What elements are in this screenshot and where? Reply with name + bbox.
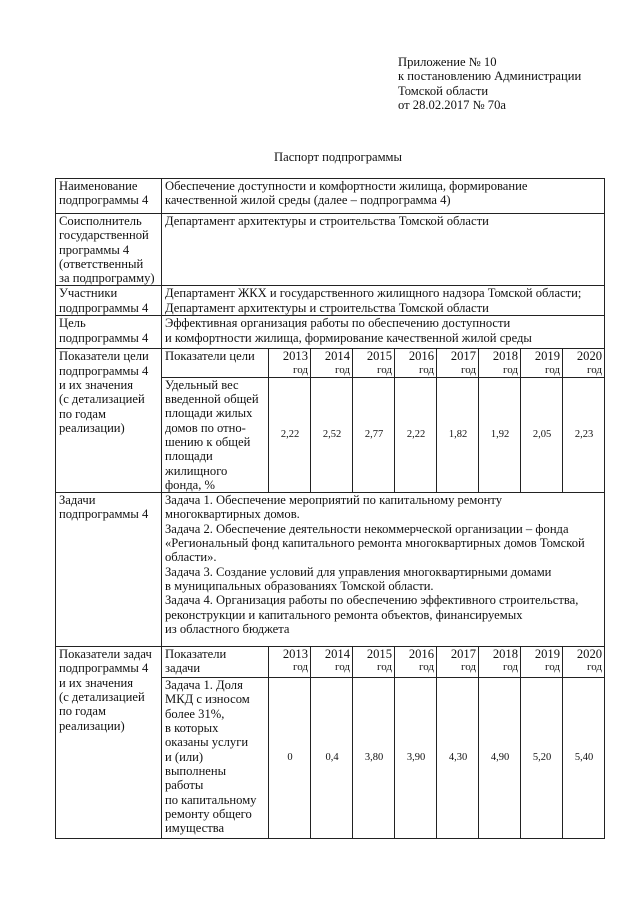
year-header: [437, 647, 479, 678]
year-number: 2013: [282, 349, 308, 364]
year-number: 2019: [534, 349, 560, 364]
value-line: и комфортности жилища, формирование качественной жилой среды: [165, 330, 532, 345]
label-line: Соисполнитель: [59, 214, 142, 228]
indicator-value: 2,52: [311, 377, 353, 492]
indicator-line: в которых: [165, 721, 219, 736]
year-suffix: год: [460, 363, 476, 376]
indicator-value: 0,4: [311, 678, 353, 839]
value-line: качественной жилой среды (далее – подпрограмма 4): [165, 193, 451, 208]
year-number: 2015: [366, 647, 392, 662]
value-line: Департамент архитектуры и строительства Томской области: [165, 214, 489, 228]
indicator-line: МКД с износом: [165, 692, 250, 707]
year-suffix: год: [376, 363, 392, 376]
tasks-value: [162, 493, 605, 647]
appendix-line: Томской области: [398, 83, 489, 98]
indicator-line: Задача 1. Доля: [165, 678, 243, 693]
goal-value: [162, 316, 605, 349]
year-header: [521, 647, 563, 678]
indicator-value: 1,82: [437, 377, 479, 492]
indicator-line: ремонту общего: [165, 806, 252, 821]
tasks-label: [56, 493, 162, 647]
indicator-value: 2,05: [521, 377, 563, 492]
indicator-line: площади жилых: [165, 406, 253, 421]
label-line: подпрограммы 4: [59, 507, 149, 522]
year-header: [353, 647, 395, 678]
year-suffix: год: [334, 661, 350, 674]
task_indicators-label: [56, 647, 162, 839]
year-header: [269, 647, 311, 678]
label-line: (с детализацией: [59, 690, 145, 705]
year-header: [311, 647, 353, 678]
row-goal_indicators-header: [56, 349, 605, 377]
indicator-line: более 31%,: [165, 706, 225, 721]
year-header: [437, 349, 479, 377]
indicator-line: оказаны услуги: [165, 735, 249, 750]
value-line: реконструкции и капитального ремонта объектов, финансируемых: [165, 607, 523, 622]
year-number: 2019: [534, 647, 560, 662]
appendix-header: [398, 55, 581, 112]
name-value: [162, 179, 605, 214]
value-line: Задача 3. Создание условий для управления многоквартирными домами: [165, 564, 552, 579]
indicator-line: работы: [165, 778, 204, 793]
label-line: по годам: [59, 406, 106, 421]
year-suffix: год: [544, 363, 560, 376]
label-line: Показатели цели: [59, 349, 149, 364]
year-suffix: год: [292, 661, 308, 674]
year-number: 2013: [282, 647, 308, 662]
goal_indicators-label: [56, 349, 162, 493]
label-line: Задачи: [59, 493, 96, 508]
participants-value: [162, 286, 605, 316]
label-line: (с детализацией: [59, 392, 145, 407]
page-title: Паспорт подпрограммы: [274, 150, 402, 164]
year-suffix: год: [544, 661, 560, 674]
year-number: 2014: [324, 647, 350, 662]
indicator-line: имущества: [165, 821, 225, 836]
coexecutor-label: [56, 214, 162, 286]
goal-label: [56, 316, 162, 349]
label-line: Цель: [59, 316, 86, 331]
indicator-value: 2,22: [395, 377, 437, 492]
value-line: Задача 4. Организация работы по обеспечению эффективного строительства,: [165, 593, 579, 608]
row-goal: [56, 316, 605, 349]
coexecutor-value: [162, 214, 605, 286]
indicator-name: [162, 678, 269, 839]
year-header: [353, 349, 395, 377]
indicator-line: домов по отно-: [165, 420, 246, 435]
label-line: Показатели задач: [59, 647, 152, 662]
indicator-line: и (или): [165, 749, 204, 764]
year-suffix: год: [418, 363, 434, 376]
label-line: и их значения: [59, 675, 134, 690]
indicator-header: Показатели цели: [165, 349, 255, 364]
appendix-line: к постановлению Администрации: [398, 69, 582, 84]
label-line: Участники: [59, 286, 118, 301]
indicator-value: 3,90: [395, 678, 437, 839]
indicator-value: 3,80: [353, 678, 395, 839]
year-number: 2020: [576, 349, 603, 364]
label-line: за подпрограмму): [59, 271, 155, 286]
indicator-header-cell: [162, 349, 269, 377]
label-line: Наименование: [59, 179, 138, 193]
indicator-value: 4,30: [437, 678, 479, 839]
label-line: государственной: [59, 228, 149, 243]
value-line: Департамент архитектуры и строительства Томской области: [165, 300, 489, 315]
indicator-value: 5,20: [521, 678, 563, 839]
year-suffix: год: [587, 363, 603, 376]
indicator-line: Удельный вес: [165, 377, 239, 392]
year-number: 2014: [324, 349, 350, 364]
indicator-line: введенной общей: [165, 392, 259, 407]
label-line: подпрограммы 4: [59, 193, 149, 208]
row-tasks: [56, 493, 605, 647]
indicator-value: 4,90: [479, 678, 521, 839]
year-suffix: год: [376, 661, 392, 674]
indicator-header-cell: [162, 647, 269, 678]
indicator-line: жилищного: [165, 463, 228, 478]
indicator-line: фонда, %: [165, 477, 215, 492]
year-number: 2018: [492, 349, 518, 364]
value-line: «Региональный фонд капитального ремонта многоквартирных домов Томской: [165, 536, 585, 551]
indicator-value: 2,77: [353, 377, 395, 492]
year-header: [479, 349, 521, 377]
year-header: [395, 647, 437, 678]
year-suffix: год: [502, 661, 518, 674]
indicator-line: шению к общей: [165, 434, 251, 449]
indicator-value: 2,23: [563, 377, 605, 492]
row-task_indicators-header: [56, 647, 605, 678]
indicator-value: 1,92: [479, 377, 521, 492]
year-suffix: год: [587, 661, 603, 674]
label-line: подпрограммы 4: [59, 300, 149, 315]
indicator-value: 0: [269, 678, 311, 839]
appendix-line: от 28.02.2017 № 70а: [398, 97, 506, 112]
label-line: (ответственный: [59, 256, 144, 271]
year-number: 2018: [492, 647, 518, 662]
row-coexecutor: [56, 214, 605, 286]
year-suffix: год: [334, 363, 350, 376]
label-line: реализации): [59, 420, 125, 435]
value-line: Задача 2. Обеспечение деятельности некоммерческой организации – фонда: [165, 521, 569, 536]
year-header: [395, 349, 437, 377]
value-line: области».: [165, 550, 217, 565]
year-header: [479, 647, 521, 678]
year-header: [521, 349, 563, 377]
label-line: подпрограммы 4: [59, 330, 149, 345]
value-line: Задача 1. Обеспечение мероприятий по капитальному ремонту: [165, 493, 503, 508]
year-suffix: год: [502, 363, 518, 376]
value-line: Департамент ЖКХ и государственного жилищного надзора Томской области;: [165, 286, 582, 301]
year-number: 2015: [366, 349, 392, 364]
year-suffix: год: [460, 661, 476, 674]
label-line: подпрограммы 4: [59, 363, 149, 378]
indicator-header-line: задачи: [165, 661, 201, 676]
passport-table: [55, 178, 605, 839]
indicator-line: площади: [165, 449, 213, 464]
indicator-line: выполнены: [165, 763, 227, 778]
year-number: 2017: [450, 349, 476, 364]
year-number: 2016: [408, 349, 434, 364]
indicator-name: [162, 377, 269, 492]
year-header: [311, 349, 353, 377]
year-number: 2020: [576, 647, 603, 662]
year-number: 2017: [450, 647, 476, 662]
value-line: в муниципальных образованиях Томской области.: [165, 578, 434, 593]
label-line: программы 4: [59, 242, 130, 257]
year-header: [563, 647, 605, 678]
row-participants: [56, 286, 605, 316]
year-suffix: год: [292, 363, 308, 376]
indicator-line: по капитальному: [165, 792, 257, 807]
indicator-header-line: Показатели: [165, 647, 227, 662]
appendix-line: Приложение № 10: [398, 55, 497, 69]
label-line: по годам: [59, 704, 106, 719]
indicator-value: 2,22: [269, 377, 311, 492]
year-number: 2016: [408, 647, 434, 662]
label-line: подпрограммы 4: [59, 661, 149, 676]
year-header: [269, 349, 311, 377]
year-header: [563, 349, 605, 377]
indicator-value: 5,40: [563, 678, 605, 839]
value-line: Эффективная организация работы по обеспечению доступности: [165, 316, 511, 331]
row-name: [56, 179, 605, 214]
name-label: [56, 179, 162, 214]
label-line: и их значения: [59, 378, 134, 393]
value-line: многоквартирных домов.: [165, 507, 300, 522]
value-line: из областного бюджета: [165, 621, 290, 636]
label-line: реализации): [59, 718, 125, 733]
value-line: Обеспечение доступности и комфортности жилища, формирование: [165, 179, 528, 193]
year-suffix: год: [418, 661, 434, 674]
participants-label: [56, 286, 162, 316]
